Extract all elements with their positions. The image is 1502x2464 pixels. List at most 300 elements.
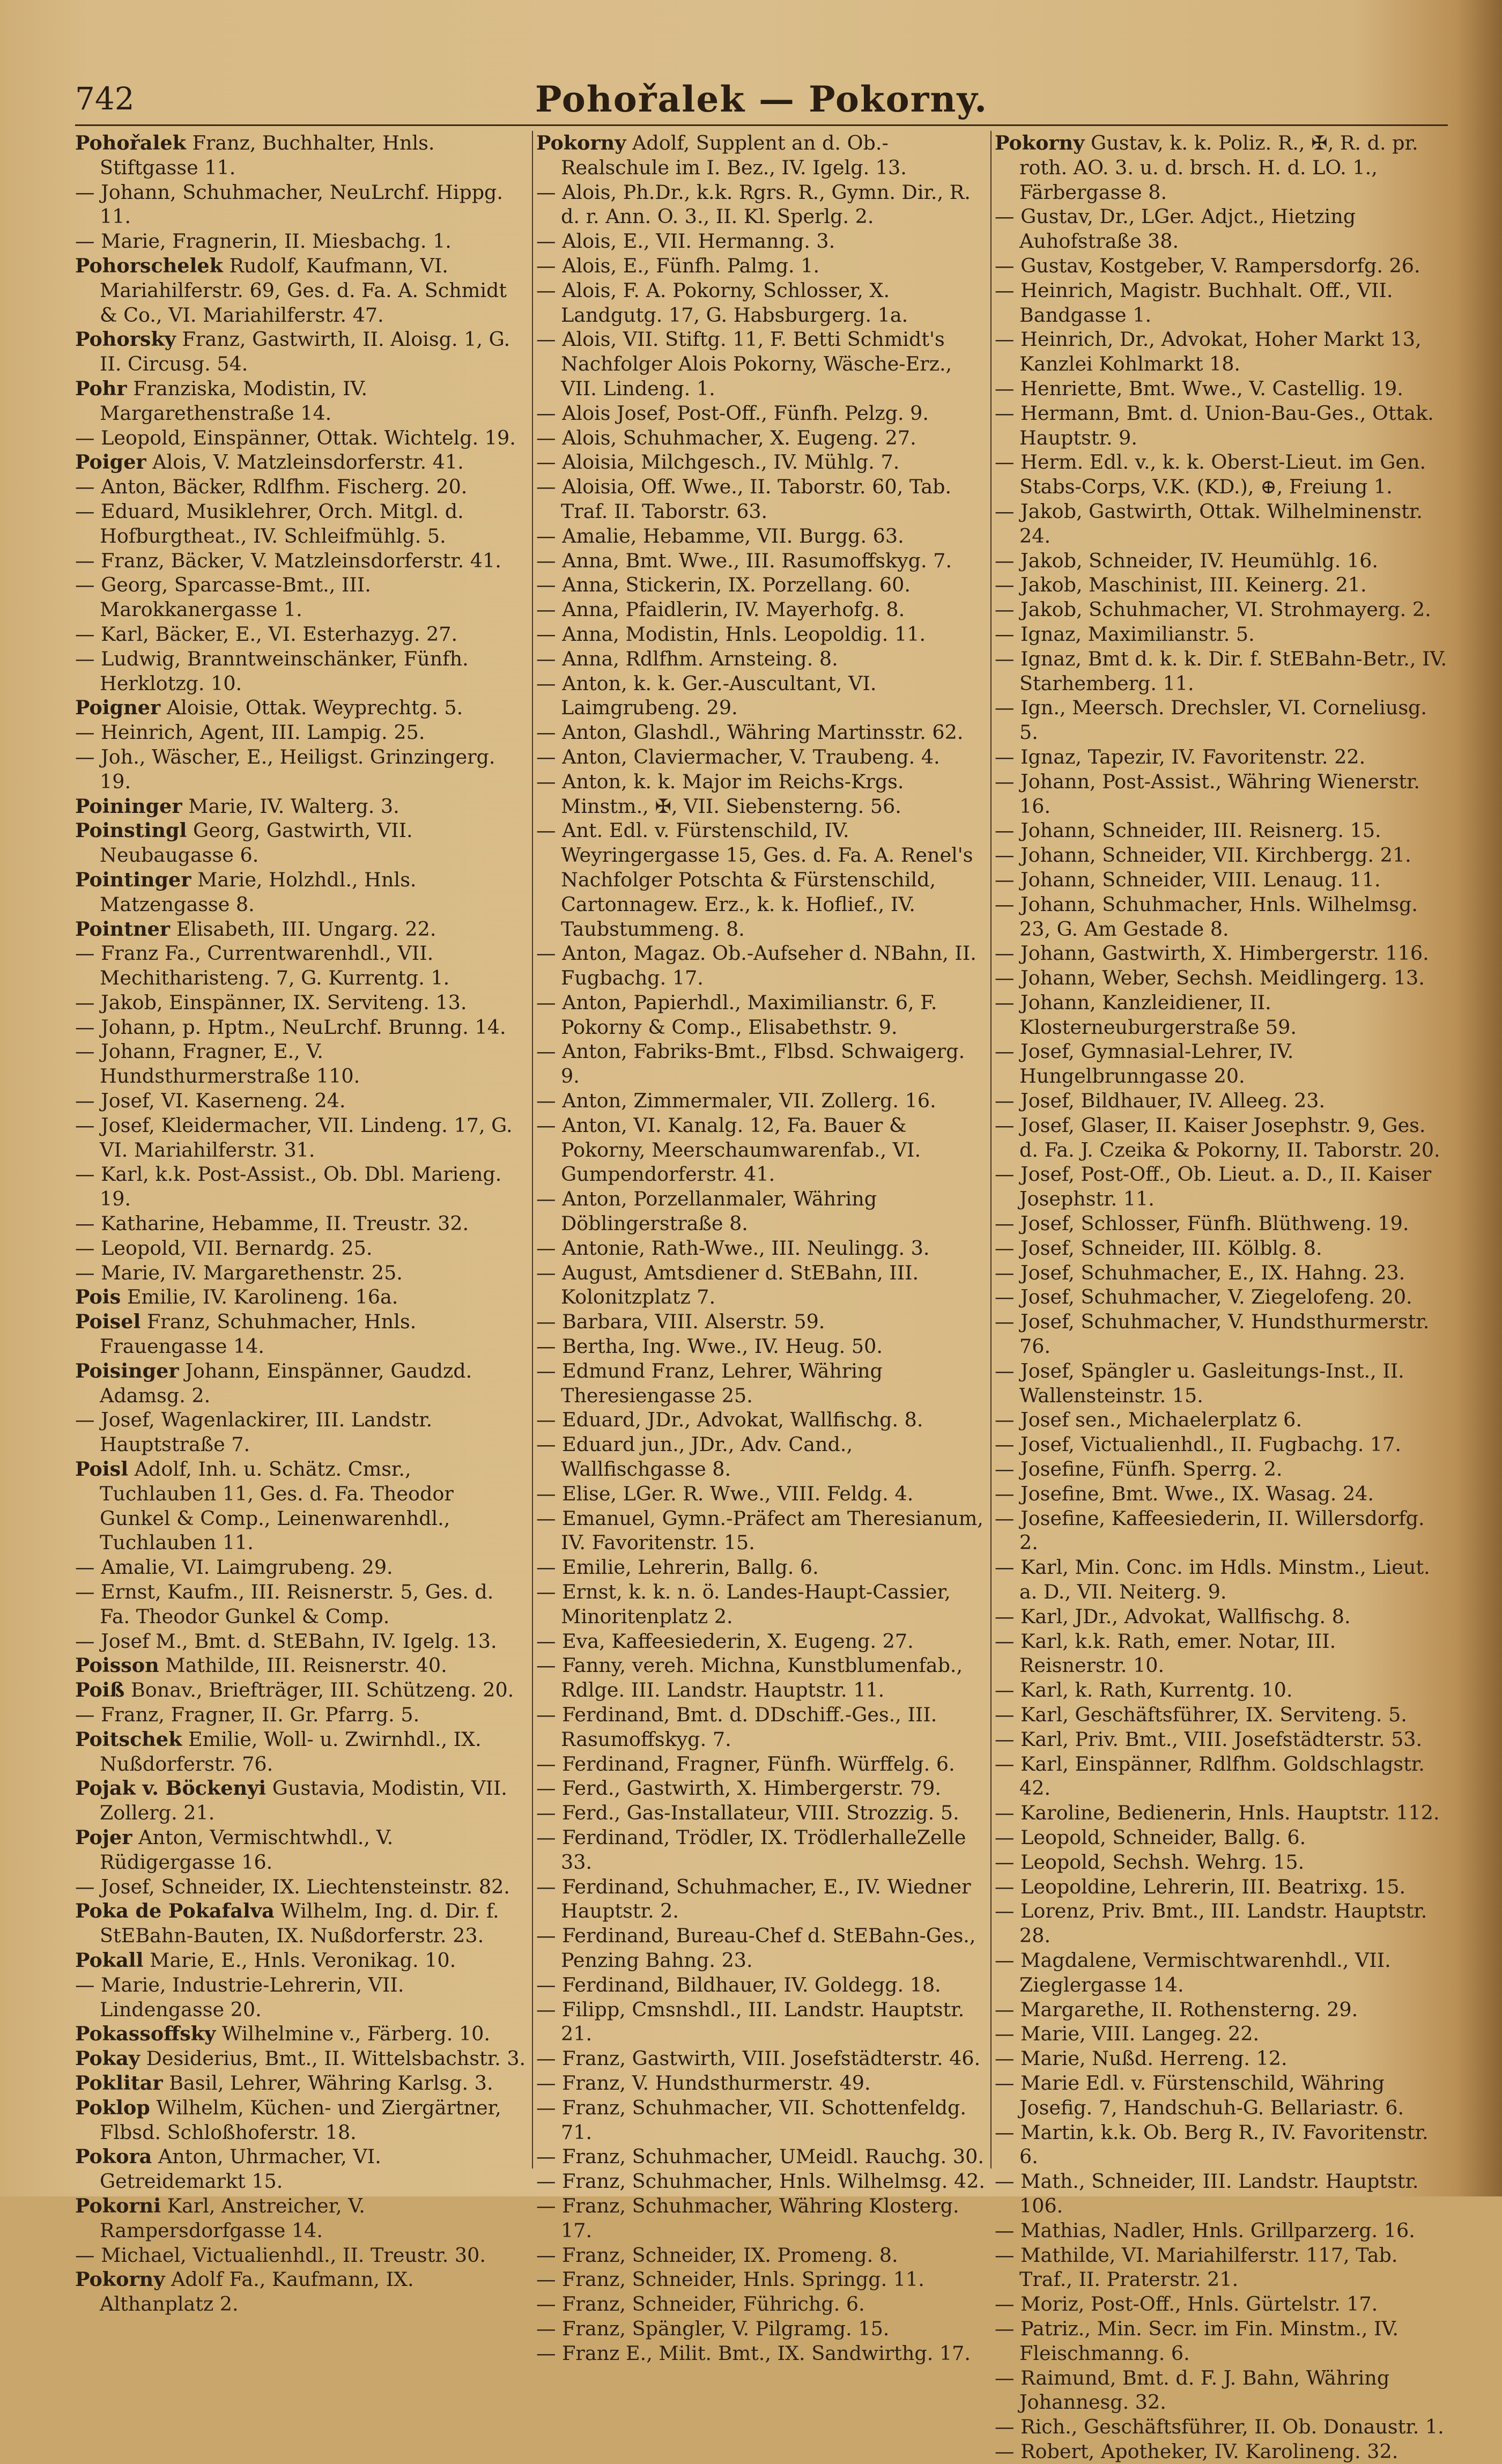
entry-details: Bonav., Briefträger, III. Schützeng. 20. — [131, 1678, 514, 1702]
entry-details: — Joh., Wäscher, E., Heiligst. Grinzingerg. 19. — [75, 745, 495, 793]
directory-entry — [75, 2096, 528, 2145]
directory-entry — [536, 180, 989, 230]
entry-details: — Karl, JDr., Advokat, Wallfischg. 8. — [995, 1604, 1351, 1628]
entry-details: — Ferdinand, Fragner, Fünfh. Würffelg. 6. — [536, 1752, 955, 1775]
directory-entry — [536, 720, 989, 745]
entry-details: Marie, E., Hnls. Veronikag. 10. — [150, 1948, 456, 1972]
entry-details: — Franz E., Milit. Bmt., IX. Sandwirthg. 17. — [536, 2341, 971, 2365]
directory-entry — [536, 573, 989, 597]
directory-entry — [995, 843, 1448, 868]
entry-details: — Karl, Geschäftsführer, IX. Serviteng. 5. — [995, 1703, 1407, 1726]
entry-details: — Ferdinand, Schuhmacher, E., IV. Wiedner Hauptstr. 2. — [536, 1875, 971, 1923]
entry-details: — Marie, Nußd. Herreng. 12. — [995, 2047, 1288, 2070]
entry-details: — Josef sen., Michaelerplatz 6. — [995, 1408, 1303, 1432]
directory-entry — [536, 1187, 989, 1236]
directory-entry — [995, 1899, 1448, 1948]
entry-details: Anton, Vermischtwhdl., V. Rüdigergasse 16. — [100, 1825, 394, 1874]
entry-surname: Pois — [75, 1285, 121, 1309]
entry-details: — Franz, Schuhmacher, VII. Schottenfeldg. 71. — [536, 2096, 967, 2144]
entry-details: Basil, Lehrer, Währing Karlsg. 3. — [169, 2071, 493, 2095]
entry-details: — Franz, Schneider, IX. Promeng. 8. — [536, 2243, 898, 2267]
directory-entry — [536, 1653, 989, 1703]
directory-entry — [995, 1850, 1448, 1875]
directory-entry — [75, 794, 528, 819]
entry-details: — Josefine, Kaffeesiederin, II. Willersdorfg. 2. — [995, 1506, 1425, 1555]
entry-details: Wilhelmine v., Färberg. 10. — [221, 2022, 490, 2046]
directory-entry — [536, 1703, 989, 1752]
entry-details: — Martin, k.k. Ob. Berg R., IV. Favoritenstr. 6. — [995, 2120, 1429, 2169]
entry-surname: Poisinger — [75, 1359, 179, 1382]
directory-entry — [536, 524, 989, 549]
directory-entry — [995, 1997, 1448, 2022]
entry-surname: Pokorni — [75, 2194, 161, 2217]
entry-details: — Edmund Franz, Lehrer, Währing Theresiengasse 25. — [536, 1359, 883, 1407]
entry-details: — Heinrich, Agent, III. Lampig. 25. — [75, 721, 425, 744]
directory-entry — [75, 1776, 528, 1825]
directory-entry — [995, 1285, 1448, 1309]
entry-details: — Leopold, VII. Bernardg. 25. — [75, 1236, 373, 1260]
entry-details: — Josef, Wagenlackirer, III. Landstr. Hauptstraße 7. — [75, 1408, 433, 1456]
entry-details: — Anton, VI. Kanalg. 12, Fa. Bauer & Pokorny, Meerschaumwarenfab., VI. Gumpendorferstr. 41. — [536, 1113, 921, 1186]
entry-details: — Franz, V. Hundsthurmerstr. 49. — [536, 2071, 871, 2095]
directory-entry — [536, 1776, 989, 1801]
entry-details: — Josef, Schuhmacher, V. Hundsthurmerstr. 76. — [995, 1310, 1430, 1358]
entry-details: — Anton, Papierhdl., Maximilianstr. 6, F. Pokorny & Comp., Elisabethstr. 9. — [536, 990, 937, 1039]
entry-surname: Pokora — [75, 2145, 152, 2169]
entry-surname: Pointinger — [75, 868, 191, 891]
entry-details: — Amalie, VI. Laimgrubeng. 29. — [75, 1556, 393, 1579]
directory-entry — [536, 278, 989, 328]
directory-entry — [75, 1629, 528, 1654]
entry-details: — Franz, Gastwirth, VIII. Josefstädterstr. 46. — [536, 2047, 981, 2070]
directory-entry — [75, 2071, 528, 2096]
entry-details: — Johann, Schuhmacher, NeuLrchf. Hippg. 11. — [75, 180, 504, 228]
directory-entry — [995, 327, 1448, 376]
entry-details: Aloisie, Ottak. Weyprechtg. 5. — [166, 696, 463, 720]
directory-entry — [995, 549, 1448, 573]
entry-details: — Alois, Schuhmacher, X. Eugeng. 27. — [536, 426, 916, 449]
directory-entry — [995, 1752, 1448, 1801]
directory-entry — [995, 941, 1448, 966]
entry-surname: Pokay — [75, 2047, 140, 2070]
entry-details: Emilie, IV. Karolineng. 16a. — [127, 1285, 398, 1309]
entry-surname: Pokorny — [995, 131, 1085, 154]
directory-entry — [995, 1703, 1448, 1727]
entry-details: — Anton, Claviermacher, V. Traubeng. 4. — [536, 745, 940, 768]
directory-entry — [995, 1457, 1448, 1482]
entry-details: — Karl, k.k. Post-Assist., Ob. Dbl. Marieng. 19. — [75, 1163, 502, 1211]
directory-entry — [995, 2439, 1448, 2464]
entry-details: — Jakob, Gastwirth, Ottak. Wilhelminenstr. 24. — [995, 499, 1423, 547]
entry-details: — Leopoldine, Lehrerin, III. Beatrixg. 15. — [995, 1875, 1406, 1898]
directory-entry — [536, 1801, 989, 1825]
entry-surname: Pointner — [75, 917, 171, 941]
directory-entry — [536, 549, 989, 573]
entry-details: — Josef, VI. Kaserneng. 24. — [75, 1089, 346, 1113]
entry-surname: Pojer — [75, 1825, 132, 1849]
entry-details: Gustav, k. k. Poliz. R., ✠, R. d. pr. roth. AO. 3. u. d. brsch. H. d. LO. 1., Färbergasse 8. — [1019, 131, 1418, 204]
directory-entry — [536, 1506, 989, 1556]
directory-entry — [75, 426, 528, 450]
entry-details: — Leopold, Schneider, Ballg. 6. — [995, 1825, 1306, 1849]
directory-entry — [536, 131, 989, 180]
entry-surname: Poisson — [75, 1654, 159, 1677]
entry-details: — Patriz., Min. Secr. im Fin. Minstm., IV. Fleischmanng. 6. — [995, 2317, 1399, 2365]
directory-entry — [75, 229, 528, 254]
directory-entry — [995, 1211, 1448, 1236]
entry-details: — Jakob, Schneider, IV. Heumühlg. 16. — [995, 549, 1378, 572]
directory-entry — [75, 2144, 528, 2194]
directory-entry — [995, 1482, 1448, 1506]
directory-entry — [995, 450, 1448, 499]
entry-details: — Ignaz, Bmt d. k. k. Dir. f. StEBahn-Betr., IV. Starhemberg. 11. — [995, 647, 1447, 695]
column-divider — [532, 131, 533, 2169]
entry-details: — Anna, Bmt. Wwe., III. Rasumoffskyg. 7. — [536, 549, 952, 572]
directory-entry — [75, 745, 528, 794]
directory-entry — [536, 327, 989, 401]
entry-details: Emilie, Woll- u. Zwirnhdl., IX. Nußdorferstr. 76. — [100, 1727, 482, 1775]
entry-details: — Ferdinand, Bureau-Chef d. StEBahn-Ges., Penzing Bahng. 23. — [536, 1924, 976, 1972]
directory-entry — [75, 1653, 528, 1678]
directory-entry — [75, 475, 528, 499]
directory-entry — [75, 327, 528, 376]
directory-entry — [75, 1162, 528, 1211]
directory-entry — [75, 1211, 528, 1236]
entry-details: — Fanny, vereh. Michna, Kunstblumenfab., Rdlge. III. Landstr. Hauptstr. 11. — [536, 1654, 963, 1702]
entry-details: — Ant. Edl. v. Fürstenschild, IV. Weyringergasse 15, Ges. d. Fa. A. Renel's Nachfolger Potschta & Fürstenschild, Cartonnagew. Erz., k. k. Hoflief., IV. Taubstummeng. 8. — [536, 819, 973, 941]
directory-entry — [536, 647, 989, 671]
directory-entry — [995, 499, 1448, 549]
entry-details: — Ernst, Kaufm., III. Reisnerstr. 5, Ges. d. Fa. Theodor Gunkel & Comp. — [75, 1580, 494, 1628]
entry-details: — Karl, Priv. Bmt., VIII. Josefstädterstr. 53. — [995, 1727, 1423, 1751]
directory-entry — [995, 1678, 1448, 1703]
entry-details: — Karoline, Bedienerin, Hnls. Hauptstr. 112. — [995, 1801, 1440, 1825]
entry-details: — Mathilde, VI. Mariahilferstr. 117, Tab. Traf., II. Praterstr. 21. — [995, 2243, 1398, 2291]
directory-entry — [75, 254, 528, 327]
entry-details: Wilhelm, Ing. d. Dir. f. StEBahn-Bauten, IX. Nußdorferstr. 23. — [100, 1899, 499, 1948]
directory-entry — [536, 745, 989, 769]
entry-details: Adolf Fa., Kaufmann, IX. Althanplatz 2. — [100, 2268, 414, 2316]
directory-entry — [995, 1801, 1448, 1825]
directory-entry — [75, 376, 528, 426]
page-title: Pohořalek — Pokorny. — [535, 78, 988, 120]
column-2 — [536, 131, 989, 2365]
entry-details: — Anna, Stickerin, IX. Porzellang. 60. — [536, 573, 911, 597]
directory-entry — [536, 229, 989, 254]
directory-entry — [995, 2366, 1448, 2415]
directory-entry — [995, 573, 1448, 597]
entry-details: — Magdalene, Vermischtwarenhdl., VII. Zieglergasse 14. — [995, 1948, 1391, 1996]
entry-details: Marie, Holzhdl., Hnls. Matzengasse 8. — [100, 868, 417, 916]
entry-details: — Josef, Bildhauer, IV. Alleeg. 23. — [995, 1089, 1326, 1113]
directory-entry — [995, 892, 1448, 942]
entry-details: Wilhelm, Küchen- und Ziergärtner, Flbsd. Schloßhoferstr. 18. — [100, 2096, 501, 2144]
directory-entry — [75, 1359, 528, 1408]
entry-details: — Eduard, JDr., Advokat, Wallfischg. 8. — [536, 1408, 923, 1432]
directory-entry — [75, 1825, 528, 1875]
entry-details: — Alois Josef, Post-Off., Fünfh. Pelzg. 9. — [536, 401, 929, 425]
entry-details: — Johann, Schneider, VIII. Lenaug. 11. — [995, 868, 1381, 891]
directory-entry — [75, 180, 528, 230]
entry-details: — Franz Fa., Currentwarenhdl., VII. Mechitharisteng. 7, G. Kurrentg. 1. — [75, 942, 450, 990]
entry-details: Johann, Einspänner, Gaudzd. Adamsg. 2. — [100, 1359, 472, 1407]
directory-entry — [536, 671, 989, 721]
directory-entry — [995, 990, 1448, 1040]
directory-entry — [75, 1555, 528, 1580]
directory-entry — [75, 1408, 528, 1457]
directory-entry — [995, 2292, 1448, 2317]
page-number: 742 — [75, 80, 135, 117]
entry-details: — Johann, Schneider, VII. Kirchbergg. 21. — [995, 843, 1411, 867]
directory-entry — [995, 1236, 1448, 1261]
entry-details: Gustavia, Modistin, VII. Zollerg. 21. — [100, 1777, 507, 1825]
entry-details: Franziska, Modistin, IV. Margarethenstraße 14. — [100, 376, 368, 425]
entry-surname: Pohořalek — [75, 131, 186, 154]
directory-entry — [995, 2218, 1448, 2243]
directory-entry — [75, 1015, 528, 1040]
directory-entry — [536, 2169, 989, 2194]
directory-entry — [995, 376, 1448, 401]
directory-entry — [995, 1309, 1448, 1359]
directory-entry — [995, 2071, 1448, 2120]
entry-details: — Anton, Porzellanmaler, Währing Döblingerstraße 8. — [536, 1187, 877, 1235]
directory-entry — [536, 1752, 989, 1777]
entry-details: Adolf, Inh. u. Schätz. Cmsr., Tuchlauben 11, Ges. d. Fa. Theodor Gunkel & Comp., Leinenwarenhdl., Tuchlauben 11. — [100, 1457, 454, 1555]
entry-details: Adolf, Supplent an d. Ob.-Realschule im I. Bez., IV. Igelg. 13. — [561, 131, 907, 179]
entry-details: — Karl, Bäcker, E., VI. Esterhazyg. 27. — [75, 622, 458, 646]
directory-entry — [995, 1555, 1448, 1604]
directory-entry — [536, 1629, 989, 1654]
directory-entry — [536, 1334, 989, 1359]
directory-entry — [75, 1899, 528, 1948]
directory-entry — [75, 720, 528, 745]
entry-details: — Antonie, Rath-Wwe., III. Neulingg. 3. — [536, 1236, 930, 1260]
entry-details: — Anton, Bäcker, Rdlfhm. Fischerg. 20. — [75, 475, 468, 499]
entry-surname: Poininger — [75, 794, 182, 818]
entry-details: — Amalie, Hebamme, VII. Burgg. 63. — [536, 524, 904, 547]
entry-details: — Franz, Schneider, Hnls. Springg. 11. — [536, 2268, 924, 2291]
directory-entry — [75, 2243, 528, 2268]
directory-entry — [75, 549, 528, 573]
directory-entry — [995, 966, 1448, 990]
entry-details: — Aloisia, Milchgesch., IV. Mühlg. 7. — [536, 450, 900, 474]
entry-surname: Pokall — [75, 1948, 144, 1972]
entry-surname: Poisl — [75, 1457, 129, 1481]
entry-details: — Anton, Zimmermaler, VII. Zollerg. 16. — [536, 1089, 936, 1113]
entry-details: — Katharine, Hebamme, II. Treustr. 32. — [75, 1212, 469, 1235]
directory-entry — [995, 1506, 1448, 1556]
entry-details: — Ludwig, Branntweinschänker, Fünfh. Herklotzg. 10. — [75, 647, 469, 695]
directory-entry — [75, 2267, 528, 2317]
directory-entry — [995, 695, 1448, 745]
directory-entry — [75, 1309, 528, 1359]
entry-details: — Emilie, Lehrerin, Ballg. 6. — [536, 1556, 819, 1579]
directory-entry — [995, 2046, 1448, 2071]
entry-details: — Franz, Schuhmacher, Hnls. Wilhelmsg. 42. — [536, 2170, 986, 2193]
entry-details: — Jakob, Schuhmacher, VI. Strohmayerg. 2. — [995, 598, 1431, 621]
entry-details: — Heinrich, Magistr. Buchhalt. Off., VII. Bandgasse 1. — [995, 278, 1393, 327]
entry-details: — Herm. Edl. v., k. k. Oberst-Lieut. im Gen. Stabs-Corps, V.K. (KD.), ⊕, Freiung 1. — [995, 450, 1426, 499]
entry-details: — Ferd., Gastwirth, X. Himbergerstr. 79. — [536, 1777, 941, 1800]
entry-details: — Johann, Schneider, III. Reisnerg. 15. — [995, 819, 1381, 842]
directory-entry — [995, 1629, 1448, 1678]
entry-details: — Johann, Kanzleidiener, II. Klosterneuburgerstraße 59. — [995, 990, 1297, 1039]
directory-entry — [536, 1432, 989, 1482]
entry-details: — Anton, Glashdl., Währing Martinsstr. 62. — [536, 721, 964, 744]
entry-details: — Bertha, Ing. Wwe., IV. Heug. 50. — [536, 1335, 883, 1358]
directory-entry — [536, 475, 989, 524]
column-1 — [75, 131, 528, 2316]
directory-entry — [75, 1948, 528, 1973]
page-header — [75, 75, 1448, 123]
directory-entry — [75, 1113, 528, 1163]
directory-entry — [995, 2120, 1448, 2170]
directory-entry — [536, 1113, 989, 1187]
entry-details: — Robert, Apotheker, IV. Karolineng. 32. — [995, 2439, 1399, 2463]
directory-entry — [536, 2046, 989, 2071]
entry-details: — Gustav, Kostgeber, V. Rampersdorfg. 26. — [995, 254, 1420, 277]
entry-surname: Poiger — [75, 450, 146, 474]
entry-details: — Alois, VII. Stiftg. 11, F. Betti Schmidt's Nachfolger Alois Pokorny, Wäsche-Erz., VII. Lindeng. 1. — [536, 328, 952, 400]
directory-entry — [75, 1727, 528, 1777]
entry-details: — Josef, Glaser, II. Kaiser Josephstr. 9, Ges. d. Fa. J. Czeika & Pokorny, II. Taborstr. 20. — [995, 1113, 1440, 1161]
directory-entry — [536, 2341, 989, 2366]
entry-surname: Pokorny — [536, 131, 626, 154]
entry-details: — Alois, Ph.Dr., k.k. Rgrs. R., Gymn. Dir., R. d. r. Ann. O. 3., II. Kl. Sperlg. 2. — [536, 180, 971, 228]
directory-entry — [536, 426, 989, 450]
directory-entry — [536, 990, 989, 1040]
directory-entry — [536, 1875, 989, 1924]
directory-entry — [995, 1261, 1448, 1285]
directory-entry — [75, 868, 528, 917]
directory-entry — [536, 401, 989, 426]
entry-surname: Poinstingl — [75, 819, 187, 842]
entry-details: Franz, Gastwirth, II. Aloisg. 1, G. II. Circusg. 54. — [100, 328, 510, 376]
entry-surname: Poklop — [75, 2096, 150, 2119]
directory-entry — [75, 450, 528, 475]
directory-entry — [75, 1261, 528, 1285]
directory-entry — [536, 1555, 989, 1580]
entry-details: — Johann, p. Hptm., NeuLrchf. Brunng. 14. — [75, 1015, 506, 1039]
entry-details: Marie, IV. Walterg. 3. — [188, 794, 399, 818]
directory-entry — [995, 1604, 1448, 1629]
entry-details: — Raimund, Bmt. d. F. J. Bahn, Währing Johannesg. 32. — [995, 2366, 1390, 2414]
directory-entry — [536, 1923, 989, 1973]
directory-entry — [75, 1039, 528, 1089]
entry-details: — Karl, Min. Conc. im Hdls. Minstm., Lieut. a. D., VII. Neiterg. 9. — [995, 1556, 1430, 1604]
directory-entry — [75, 917, 528, 942]
entry-details: — Jakob, Maschinist, III. Keinerg. 21. — [995, 573, 1367, 597]
entry-details: — Josefine, Fünfh. Sperrg. 2. — [995, 1457, 1283, 1481]
entry-details: Franz, Buchhalter, Hnls. Stiftgasse 11. — [100, 131, 435, 179]
directory-entry — [995, 204, 1448, 254]
directory-entry — [995, 1359, 1448, 1408]
directory-entry — [75, 1285, 528, 1309]
entry-details: — Anna, Rdlfhm. Arnsteing. 8. — [536, 647, 838, 670]
directory-entry — [995, 1727, 1448, 1752]
entry-details: — Josef, Schneider, III. Kölblg. 8. — [995, 1236, 1322, 1260]
directory-entry — [536, 2267, 989, 2292]
directory-entry — [536, 450, 989, 475]
entry-details: — Marie Edl. v. Fürstenschild, Währing Josefig. 7, Handschuh-G. Bellariastr. 6. — [995, 2071, 1404, 2119]
directory-entry — [75, 1457, 528, 1555]
entry-details: — Ignaz, Maximilianstr. 5. — [995, 622, 1255, 646]
entry-details: — Henriette, Bmt. Wwe., V. Castellig. 19. — [995, 376, 1403, 400]
directory-entry — [536, 2317, 989, 2341]
entry-details: Franz, Schuhmacher, Hnls. Frauengasse 14. — [100, 1310, 417, 1358]
entry-details: — Math., Schneider, III. Landstr. Hauptstr. 106. — [995, 2170, 1419, 2217]
entry-details: — Moriz, Post-Off., Hnls. Gürtelstr. 17. — [995, 2292, 1378, 2316]
entry-details: — Ferd., Gas-Installateur, VIII. Strozzig. 5. — [536, 1801, 959, 1825]
entry-details: — Aloisia, Off. Wwe., II. Taborstr. 60, Tab. Traf. II. Taborstr. 63. — [536, 475, 952, 523]
entry-details: Alois, V. Matzleinsdorferstr. 41. — [152, 450, 464, 474]
directory-entry — [536, 941, 989, 990]
directory-entry — [75, 622, 528, 647]
directory-entry — [75, 818, 528, 868]
directory-entry — [75, 695, 528, 720]
entry-details: Mathilde, III. Reisnerstr. 40. — [165, 1654, 447, 1677]
entry-details: — Marie, VIII. Langeg. 22. — [995, 2022, 1260, 2046]
entry-details: — Rich., Geschäftsführer, II. Ob. Donaustr. 1. — [995, 2415, 1444, 2439]
directory-entry — [75, 990, 528, 1015]
directory-entry — [536, 622, 989, 647]
entry-surname: Pohr — [75, 376, 127, 400]
directory-entry — [536, 1309, 989, 1334]
entry-details: — Ernst, k. k. n. ö. Landes-Haupt-Cassier, Minoritenplatz 2. — [536, 1580, 951, 1628]
entry-details: — Ferdinand, Bmt. d. DDschiff.-Ges., III. Rasumoffskyg. 7. — [536, 1703, 937, 1751]
directory-entry — [75, 2046, 528, 2071]
directory-entry — [536, 1089, 989, 1113]
directory-entry — [995, 622, 1448, 647]
column-divider — [990, 131, 992, 2169]
entry-details: — Georg, Sparcasse-Bmt., III. Marokkanergasse 1. — [75, 573, 371, 621]
entry-details: — Leopold, Einspänner, Ottak. Wichtelg. 19. — [75, 426, 516, 449]
entry-details: — Alois, E., Fünfh. Palmg. 1. — [536, 254, 820, 277]
directory-entry — [536, 2144, 989, 2169]
directory-entry — [75, 1875, 528, 1899]
entry-details: — Karl, Einspänner, Rdlfhm. Goldschlagstr. 42. — [995, 1752, 1425, 1800]
directory-entry — [75, 1236, 528, 1261]
entry-details: — August, Amtsdiener d. StEBahn, III. Kolonitzplatz 7. — [536, 1261, 919, 1309]
directory-entry — [75, 647, 528, 696]
directory-entry — [995, 131, 1448, 204]
entry-details: — Johann, Gastwirth, X. Himbergerstr. 116. — [995, 942, 1429, 965]
entry-surname: Poitschek — [75, 1727, 182, 1751]
entry-details: — Jakob, Einspänner, IX. Serviteng. 13. — [75, 990, 467, 1014]
directory-entry — [536, 2096, 989, 2145]
column-3 — [995, 131, 1448, 2463]
entry-details: — Ferdinand, Bildhauer, IV. Goldegg. 18. — [536, 1973, 941, 1996]
entry-details: — Marie, IV. Margarethenstr. 25. — [75, 1261, 403, 1284]
entry-details: — Josef, Schuhmacher, V. Ziegelofeng. 20. — [995, 1285, 1412, 1309]
entry-details: — Josef, Schlosser, Fünfh. Blüthweng. 19. — [995, 1212, 1409, 1235]
entry-details: — Anton, Fabriks-Bmt., Flbsd. Schwaigerg. 9. — [536, 1040, 965, 1088]
directory-entry — [536, 1825, 989, 1875]
directory-entry — [75, 131, 528, 180]
entry-surname: Pohorschelek — [75, 254, 223, 277]
entry-details: — Johann, Fragner, E., V. Hundsthurmerstraße 110. — [75, 1040, 360, 1088]
directory-entry — [75, 573, 528, 622]
directory-entry — [536, 1359, 989, 1408]
entry-details: — Alois, E., VII. Hermanng. 3. — [536, 230, 835, 253]
entry-details: — Elise, LGer. R. Wwe., VIII. Feldg. 4. — [536, 1482, 914, 1505]
entry-surname: Pojak v. Böckenyi — [75, 1777, 267, 1800]
entry-details: — Anna, Pfaidlerin, IV. Mayerhofg. 8. — [536, 598, 905, 621]
directory-entry — [995, 2169, 1448, 2218]
directory-entry — [995, 1948, 1448, 1997]
directory-entry — [995, 745, 1448, 769]
directory-entry — [75, 2194, 528, 2243]
